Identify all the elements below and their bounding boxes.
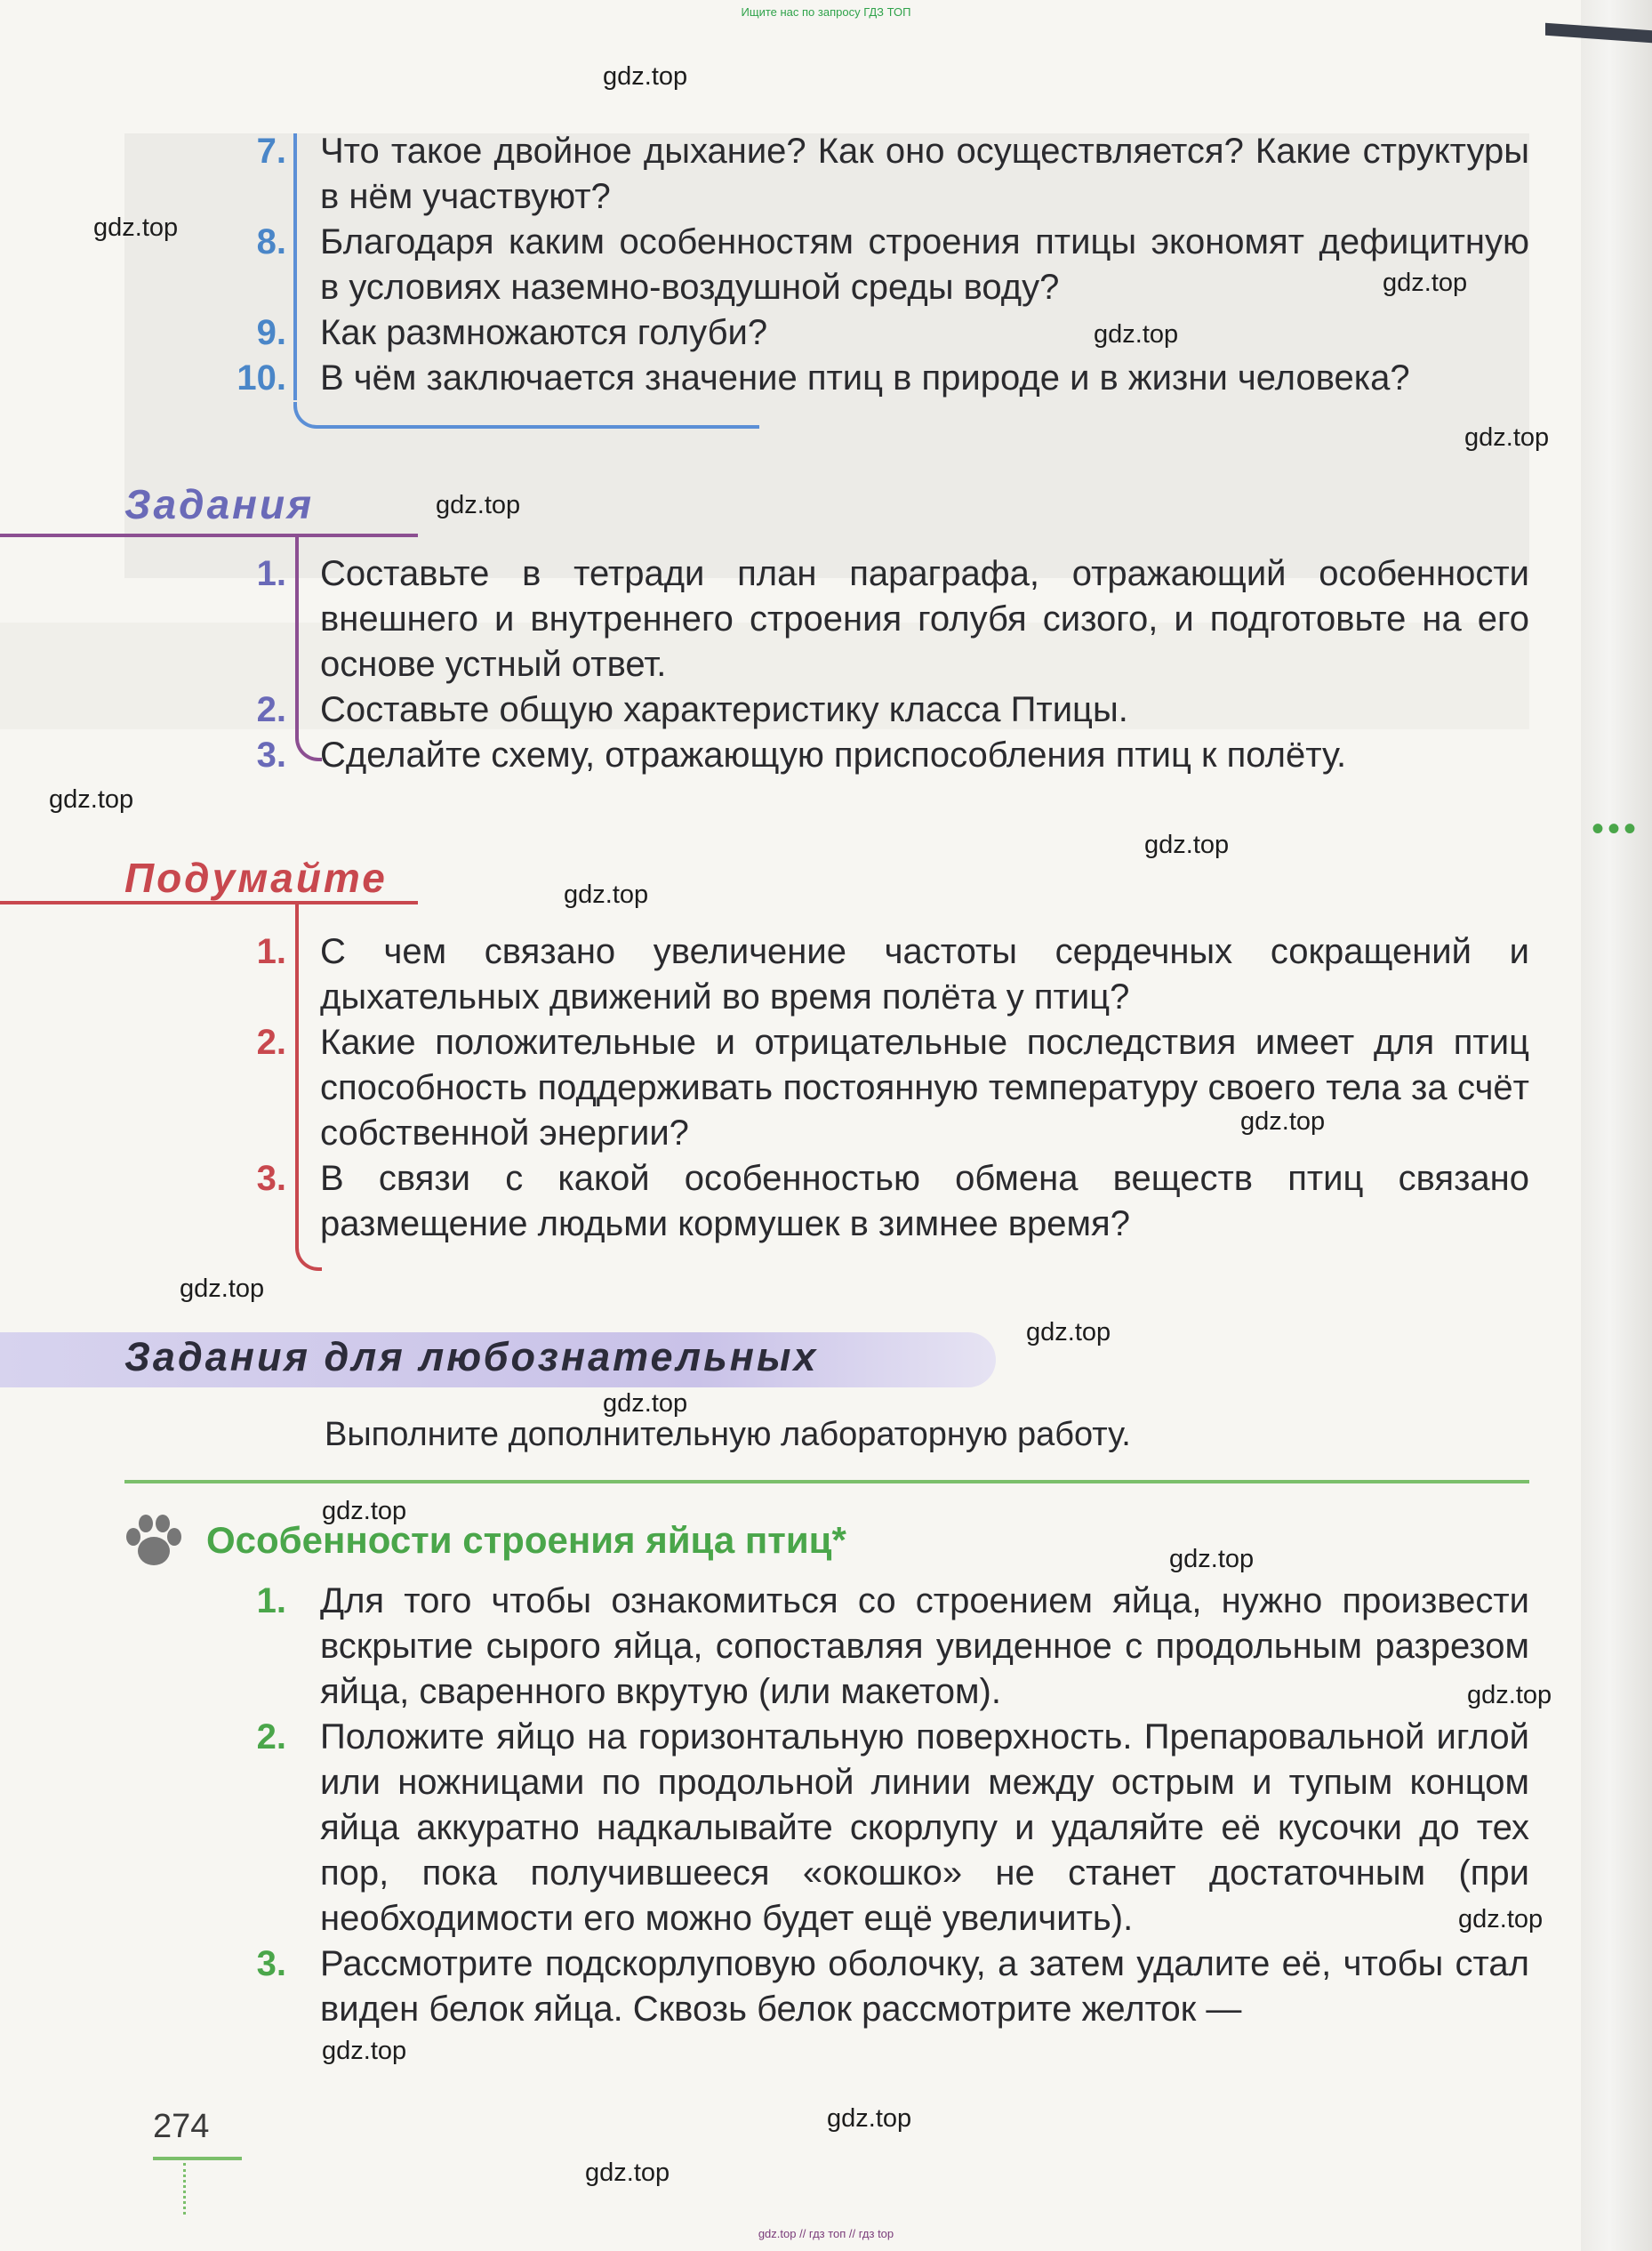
questions-list [222,129,1529,401]
think-item [222,1156,1529,1247]
think-number: 2. [256,1023,286,1062]
watermark: gdz.top [603,62,688,91]
tasks-list [222,551,1529,778]
page-edge [1581,0,1652,2251]
task-text: Сделайте схему, отражающую приспособления птиц к полёту. [320,736,1347,775]
task-item [222,733,1529,778]
watermark: gdz.top [49,785,134,814]
watermark: gdz.top [603,1389,688,1418]
watermark: gdz.top [1094,320,1179,349]
curious-heading: Задания для любознательных [124,1334,819,1379]
question-text: Благодаря каким особенностям строения птицы экономят дефицитную в условиях наземно-воздушной среды воду? [320,222,1529,307]
question-text: В чём заключается значение птиц в природе и в жизни человека? [320,358,1410,398]
tasks-rule [0,534,418,537]
margin-dots: ••• [1592,809,1640,848]
lab-step-number: 1. [256,1581,286,1620]
think-list [222,929,1529,1247]
task-text: Составьте общую характеристику класса Птицы. [320,690,1128,729]
question-item [222,310,1529,356]
think-item [222,1020,1529,1156]
watermark: gdz.top [180,1274,265,1303]
think-text: С чем связано увеличение частоты сердечных сокращений и дыхательных движений во время полёта у птиц? [320,932,1529,1017]
page-number-dots [183,2163,186,2215]
lab-title: Особенности строения яйца птиц* [206,1519,846,1561]
watermark: gdz.top [564,880,649,909]
think-number: 1. [256,932,286,971]
page-number: 274 [153,2108,210,2145]
question-number: 7. [256,132,286,171]
task-item [222,551,1529,687]
think-text: Какие положительные и отрицательные последствия имеет для птиц способность поддерживать постоянную температуру своего тела за счёт собственной энергии? [320,1023,1529,1153]
watermark: gdz.top [585,2159,670,2187]
curious-text: Выполните дополнительную лабораторную работу. [325,1416,1131,1453]
watermark: gdz.top [436,491,521,519]
lab-divider [124,1480,1529,1483]
tasks-heading: Задания [124,481,315,527]
watermark: gdz.top [93,213,179,242]
lab-step [222,1579,1529,1715]
think-number: 3. [256,1159,286,1198]
questions-bracket-bottom [293,402,759,429]
task-number: 1. [256,554,286,593]
question-number: 10. [237,358,286,398]
lab-step-text: Положите яйцо на горизонтальную поверхность. Препаровальной иглой или ножницами по продольной линии между острым и тупым концом яйца аккуратно надкалывайте скорлупу и удаляйте её кусочки до тех пор, пока получившееся «окошко» не станет достаточным (при необходимости его можно будет ещё увеличить). [320,1717,1529,1938]
task-item [222,687,1529,733]
lab-step [222,1715,1529,1941]
task-number: 2. [256,690,286,729]
think-rule [0,901,418,904]
bottom-note: gdz.top // гдз топ // гдз top [758,2227,894,2240]
watermark: gdz.top [322,2037,407,2065]
lab-step-text: Рассмотрите подскорлуповую оболочку, а затем удалите её, чтобы стал виден белок яйца. Сквозь белок рассмотрите желток — [320,1944,1529,2029]
watermark: gdz.top [1383,269,1468,297]
task-text: Составьте в тетради план параграфа, отражающий особенности внешнего и внутреннего строения голубя сизого, и подготовьте на его основе устный ответ. [320,554,1529,684]
watermark: gdz.top [1026,1318,1111,1347]
watermark: gdz.top [1144,831,1230,859]
think-heading: Подумайте [124,855,388,901]
question-number: 8. [256,222,286,261]
watermark: gdz.top [1240,1107,1326,1136]
think-item [222,929,1529,1020]
lab-step-text: Для того чтобы ознакомиться со строением яйца, нужно произвести вскрытие сырого яйца, сопоставляя увиденное с продольным разрезом яйца, сваренного вкрутую (или макетом). [320,1581,1529,1711]
watermark: gdz.top [1458,1905,1544,1933]
task-number: 3. [256,736,286,775]
paw-print-icon [123,1512,185,1575]
watermark: gdz.top [322,1497,407,1525]
lab-step [222,1941,1529,2032]
watermark: gdz.top [1467,1681,1552,1709]
lab-step-number: 2. [256,1717,286,1757]
question-text: Как размножаются голуби? [320,313,768,352]
lab-steps-list [222,1579,1529,2032]
watermark: gdz.top [1464,423,1550,452]
question-item [222,129,1529,220]
lab-step-number: 3. [256,1944,286,1983]
question-text: Что такое двойное дыхание? Как оно осуществляется? Какие структуры в нём участвуют? [320,132,1529,216]
think-text: В связи с какой особенностью обмена веществ птиц связано размещение людьми кормушек в зимнее время? [320,1159,1529,1243]
question-item [222,356,1529,401]
question-number: 9. [256,313,286,352]
watermark: gdz.top [1169,1545,1255,1573]
watermark: gdz.top [827,2104,912,2133]
page-number-rule [153,2157,242,2160]
question-item [222,220,1529,310]
top-note: Ищите нас по запросу ГДЗ ТОП [741,5,911,19]
